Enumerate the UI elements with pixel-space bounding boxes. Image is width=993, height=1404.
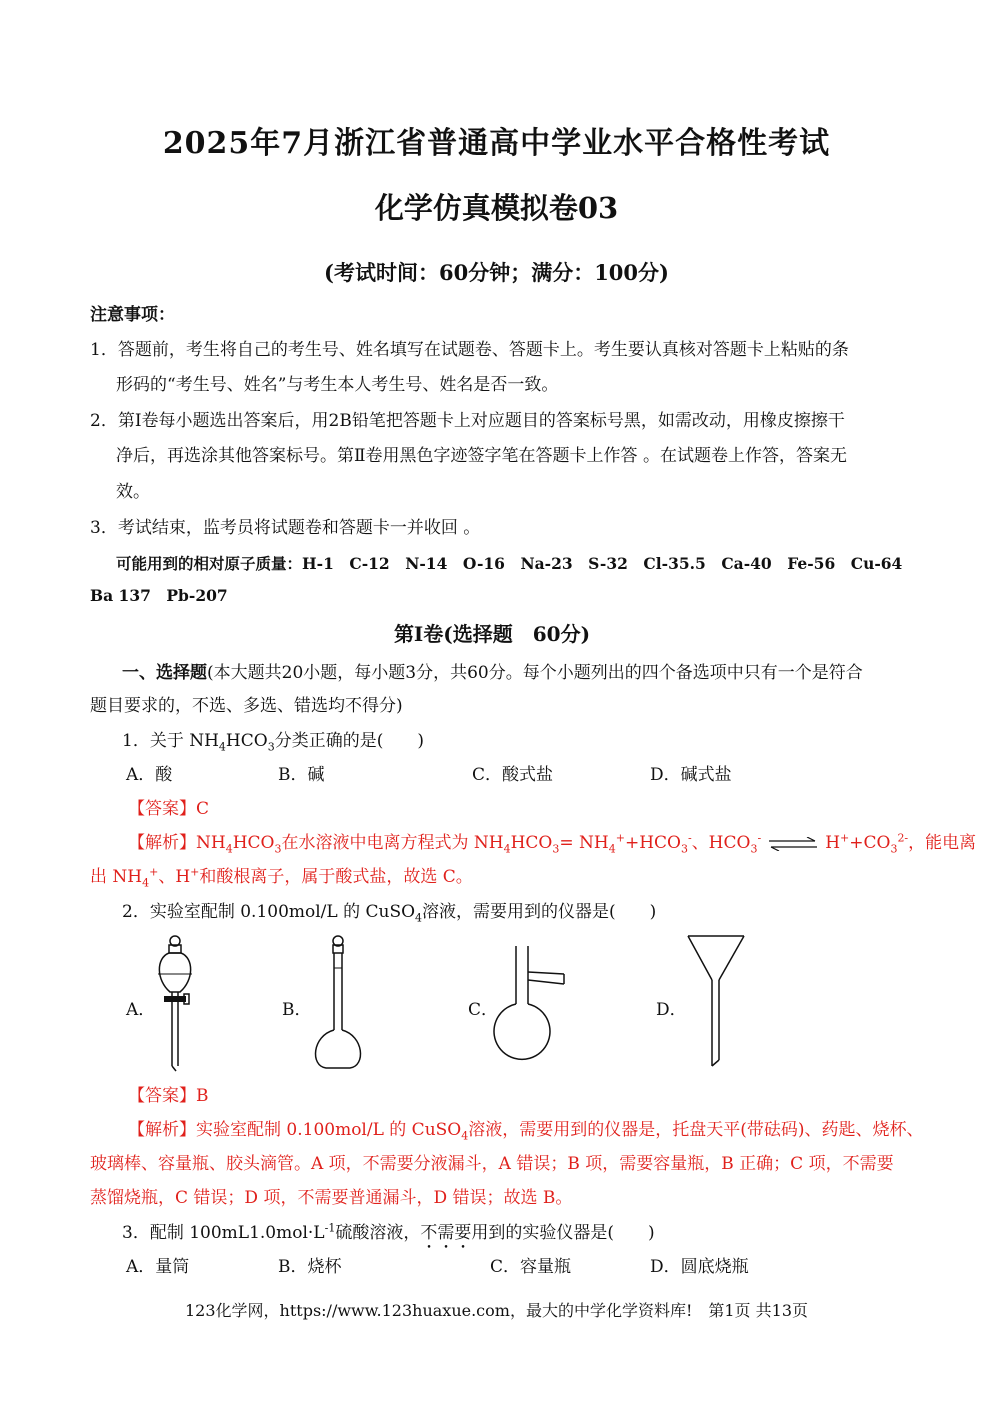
- exam-subtitle: 化学仿真模拟卷03: [374, 191, 619, 225]
- q2-stem: 2．实验室配制 0.100mol/L 的 CuSO$_4$溶液，需要用到的仪器是( ): [122, 902, 657, 925]
- atomic-masses-line2: Ba 137 Pb-207: [90, 586, 228, 605]
- q3-option-b: B．烧杯: [278, 1257, 342, 1277]
- notice-item3: 3．考试结束，监考员将试题卷和答题卡一并收回 。: [90, 518, 481, 538]
- section-intro-text: (本大题共20小题，每小题3分，共60分。每个小题列出的四个备选项中只有一个是符合: [207, 663, 863, 683]
- section-intro-line2: 题目要求的，不选、多选、错选均不得分): [90, 696, 403, 716]
- page-footer: 123化学网，https://www.123huaxue.com，最大的中学化学资料库! 第1页 共13页: [185, 1301, 808, 1320]
- separatory-funnel-icon: [150, 934, 200, 1074]
- q1-option-b: B．碱: [278, 765, 325, 785]
- q2-explanation-line3: 蒸馏烧瓶，C 错误；D 项，不需要普通漏斗，D 错误；故选 B。: [90, 1188, 573, 1208]
- notice-item1-line1: 1．答题前，考生将自己的考生号、姓名填写在试题卷、答题卡上。考生要认真核对答题卡上粘贴的条: [90, 340, 849, 360]
- reversible-arrow-icon: [767, 837, 819, 851]
- q2-option-a: A．: [126, 1000, 156, 1020]
- notice-item1-line2: 形码的“考生号、姓名”与考生本人考生号、姓名是否一致。: [116, 375, 559, 395]
- q2-option-c: C．: [468, 1000, 499, 1020]
- exam-info: (考试时间：60分钟；满分：100分): [324, 260, 669, 285]
- q1-answer: 【答案】C: [128, 799, 210, 819]
- q2-option-d: D．: [656, 1000, 687, 1020]
- atomic-masses-line1: 可能用到的相对原子质量：H-1 C-12 N-14 O-16 Na-23 S-32 Cl-35.5 Ca-40 Fe-56 Cu-64: [116, 554, 903, 573]
- q2-answer: 【答案】B: [128, 1086, 209, 1106]
- exam-title: 2025年7月浙江省普通高中学业水平合格性考试: [162, 126, 831, 161]
- distillation-flask-icon: [496, 944, 576, 1069]
- section-intro-line1: [122, 662, 863, 684]
- notice-item2-line3: 效。: [116, 482, 150, 502]
- volumetric-flask-icon: [308, 934, 368, 1074]
- q1-stem: 1．关于 $NH_4HCO_3$分类正确的是( ): [122, 731, 424, 754]
- funnel-icon: [686, 934, 746, 1074]
- q3-stem: 3．配制 $100mL1.0mol\cdot L^{-1}$硫酸溶液，不需要用到的实验仪器是( ): [122, 1221, 655, 1243]
- notice-heading: 注意事项：: [90, 305, 175, 325]
- q1-option-c: C．酸式盐: [472, 765, 554, 785]
- q3-option-a: A．量筒: [126, 1257, 190, 1277]
- notice-item2-line2: 净后，再选涂其他答案标号。第Ⅱ卷用黑色字迹签字笔在答题卡上作答 。在试题卷上作答，答案无: [116, 446, 847, 466]
- section-title: 第Ⅰ卷(选择题 60分): [393, 622, 591, 646]
- q2-explanation-line1: 【解析】实验室配制 0.100mol/L 的 CuSO$_4$溶液，需要用到的仪器是，托盘天平(带砝码)、药匙、烧杯、: [128, 1120, 924, 1143]
- q2-option-b: B．: [282, 1000, 312, 1020]
- q1-explanation-line2: 出 $NH_4^+$、H+和酸根离子，属于酸式盐，故选 C。: [90, 865, 473, 890]
- q3-option-c: C．容量瓶: [490, 1257, 572, 1277]
- q3-emphasis: 不需要: [420, 1223, 472, 1243]
- section-intro-label: 一、选择题: [122, 663, 207, 683]
- q3-option-d: D．圆底烧瓶: [650, 1257, 749, 1277]
- q1-option-a: A．酸: [126, 765, 173, 785]
- q1-explanation-line1: 【解析】$NH_4HCO_3$在水溶液中电离方程式为 $NH_4HCO_3= NH_4^++HCO_3^-$、$HCO_3^-$ $H^++CO_3^{2-}$，能电离: [128, 831, 977, 856]
- q2-explanation-line2: 玻璃棒、容量瓶、胶头滴管。A 项，不需要分液漏斗，A 错误；B 项，需要容量瓶，B 正确；C 项，不需要: [90, 1154, 894, 1174]
- notice-item2-line1: 2．第Ⅰ卷每小题选出答案后，用2B铅笔把答题卡上对应题目的答案标号黑，如需改动，用橡皮擦擦干: [90, 411, 845, 431]
- q1-option-d: D．碱式盐: [650, 765, 732, 785]
